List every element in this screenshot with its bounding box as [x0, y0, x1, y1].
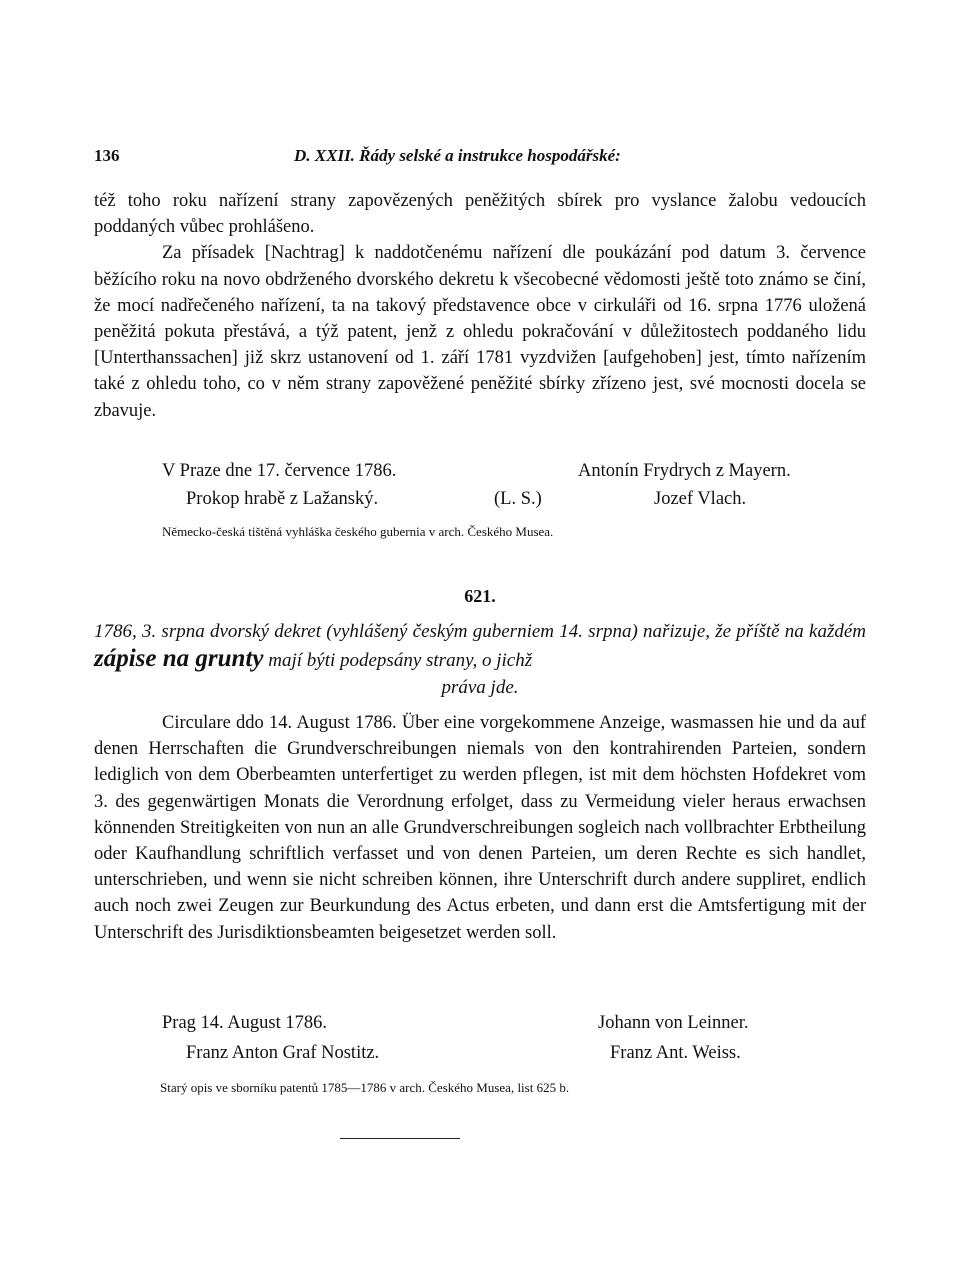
signature-name: Jozef Vlach.: [654, 489, 747, 509]
seal-mark: (L. S.): [494, 489, 542, 509]
signature-name: Johann von Leinner.: [598, 1013, 749, 1033]
running-header: [94, 146, 866, 170]
document-body: [94, 710, 866, 946]
summary-text: mají býti podepsány strany, o jichž: [263, 650, 533, 671]
source-note: Starý opis ve sborníku patentů 1785—1786 v arch. Českého Musea, list 625 b.: [160, 1080, 570, 1095]
header-title: D. XXII. Řády selské a instrukce hospodářské:: [294, 146, 621, 165]
intro-paragraph: též toho roku nařízení strany zapovězených peněžitých sbírek pro vyslance žalobu vedoucích poddaných vůbec prohlášeno.: [94, 191, 866, 238]
summary-text: práva jde.: [441, 677, 519, 698]
signature-name: Franz Ant. Weiss.: [610, 1043, 741, 1063]
intro-text: [94, 188, 866, 424]
document-summary: [94, 618, 866, 701]
page-number: 136: [94, 146, 120, 165]
signature-name: Antonín Frydrych z Mayern.: [578, 461, 791, 481]
signature-name: Franz Anton Graf Nostitz.: [186, 1043, 380, 1063]
summary-emphasis: zápise na grunty: [94, 645, 264, 672]
summary-text: 1786, 3. srpna dvorský dekret (vyhlášený českým guberniem 14. srpna) nařizuje, že příště na každém: [94, 621, 866, 642]
body-paragraph: Circulare ddo 14. August 1786. Über eine vorgekommene Anzeige, wasmassen hie und da auf denen Herrschaften die Grundverschreibungen niemals von den kontrahirenden Parteien, sondern lediglich von dem Oberbeamten unterfertiget zu werden pflegen, ist mit dem höchsten Hofdekret vom 3. des gegenwärtigen Monats die Verordnung erfolget, dass zu Vermeidung vieler heraus erwachsen könnenden Streitigkeiten von nun an alle Grundverschreibungen sogleich nach vollbrachter Erbtheilung oder Kaufhandlung schriftlich verfasset und von denen Parteien, um deren Rechte es sich handlet, unterschrieben, und wenn sie nicht schreiben können, ihre Unterschrift durch andere suppliret, endlich auch noch zwei Zeugen zur Beurkundung des Actus erbeten, und dann erst die Amtsfertigung mit der Unterschrift des Jurisdiktionsbeamten beigesetzet werden soll.: [94, 713, 866, 943]
divider: [340, 1138, 460, 1139]
document-number: 621.: [464, 586, 496, 606]
signature-name: Prokop hrabě z Lažanský.: [186, 489, 379, 509]
signature-place-date: Prag 14. August 1786.: [162, 1013, 327, 1033]
signature-place-date: V Praze dne 17. července 1786.: [162, 461, 397, 481]
intro-paragraph: Za přísadek [Nachtrag] k naddotčenému nařízení dle poukázání pod datum 3. července běžícího roku na novo obdrženého dvorského dekretu k všecobecné vědomosti ještě toto známo se činí, že mocí nadřečeného nařízení, ta na takový představence obce v cirkuláři od 16. srpna 1776 uložená peněžitá pokuta přestává, a týž patent, jenž z ohledu pokračování v důležitostech poddaného lidu [Unterthanssachen] již skrz ustanovení od 1. září 1781 vyzdvižen [aufgehoben] jest, tímto nařízením také z ohledu toho, co v něm strany zapověžené peněžité sbírky zřízeno jest, své mocnosti docela se zbavuje.: [94, 243, 866, 421]
source-note: Německo-česká tištěná vyhláška českého gubernia v arch. Českého Musea.: [162, 524, 554, 539]
